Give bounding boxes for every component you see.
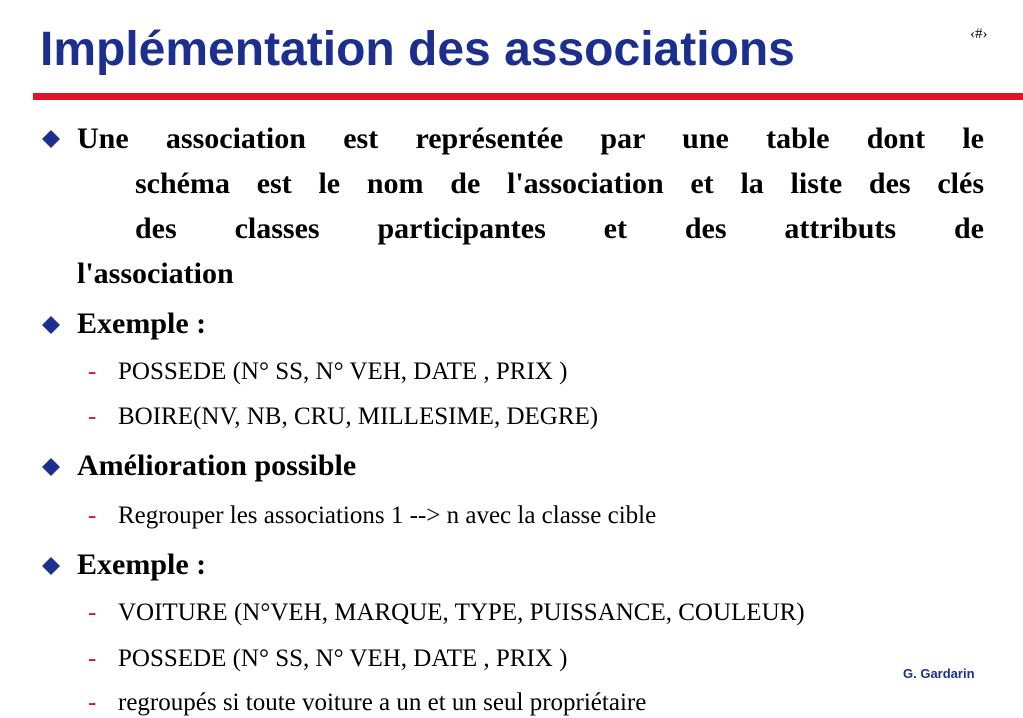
dash-marker: - <box>88 689 97 716</box>
paragraph-line: schéma est le nom de l'association et la liste des clés <box>135 167 984 200</box>
footer-author: G. Gardarin <box>903 666 975 681</box>
sub-item <box>88 501 656 531</box>
bullet-paragraph <box>77 116 984 296</box>
bullet-heading: Exemple : <box>77 307 207 340</box>
dash-marker: - <box>88 403 97 430</box>
dash-marker: - <box>88 645 97 672</box>
page-number: ‹#› <box>970 26 988 42</box>
sub-item-text: BOIRE(NV, NB, CRU, MILLESIME, DEGRE) <box>118 403 599 430</box>
sub-item <box>88 688 646 718</box>
bullet-heading: Amélioration possible <box>77 449 357 482</box>
sub-item <box>88 644 567 674</box>
paragraph-line: Une association est représentée par une table dont le <box>77 122 984 155</box>
blue-diamond-icon <box>42 557 60 575</box>
dash-marker: - <box>88 502 97 529</box>
bullet-heading: Exemple : <box>77 548 207 581</box>
slide-title: Implémentation des associations <box>40 23 795 76</box>
sub-item-text: Regrouper les associations 1 --> n avec la classe cible <box>118 502 657 529</box>
blue-diamond-icon <box>42 458 60 476</box>
sub-item-text: regroupés si toute voiture a un et un seul propriétaire <box>118 689 647 716</box>
sub-item-text: VOITURE (N°VEH, MARQUE, TYPE, PUISSANCE, COULEUR) <box>118 599 805 626</box>
paragraph-line: l'association <box>77 257 234 290</box>
sub-item <box>88 598 805 628</box>
blue-diamond-icon <box>42 316 60 334</box>
paragraph-line: des classes participantes et des attributs de <box>135 212 984 245</box>
dash-marker: - <box>88 599 97 626</box>
title-divider <box>33 93 1023 100</box>
dash-marker: - <box>88 358 97 385</box>
sub-item-text: POSSEDE (N° SS, N° VEH, DATE , PRIX ) <box>118 358 568 385</box>
sub-item <box>88 357 567 387</box>
sub-item-text: POSSEDE (N° SS, N° VEH, DATE , PRIX ) <box>118 645 568 672</box>
sub-item <box>88 402 598 432</box>
blue-diamond-icon <box>42 130 60 148</box>
